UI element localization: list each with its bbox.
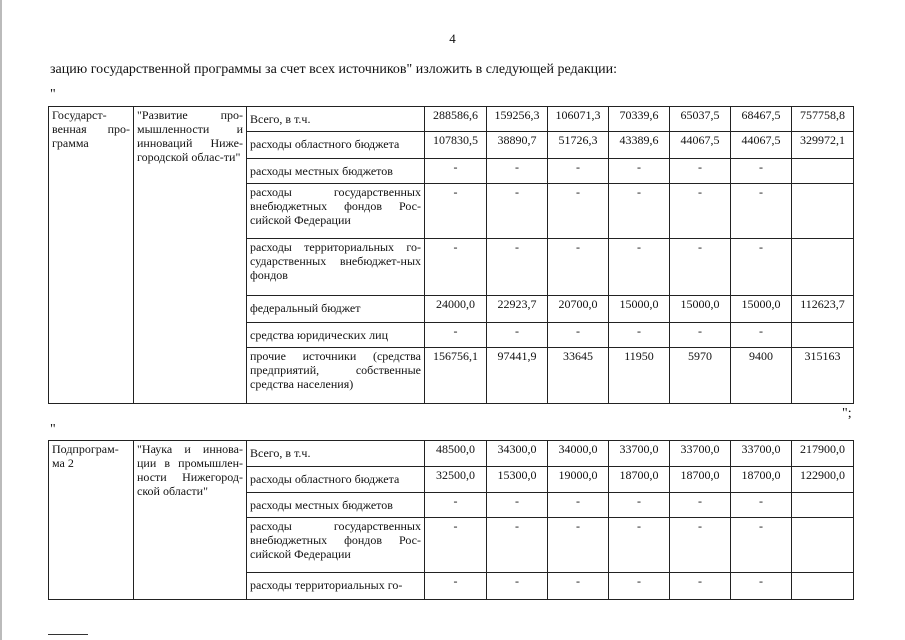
program-type-label: Подпрограм-ма 2 xyxy=(49,441,134,600)
value-year-3: 33645 xyxy=(548,348,609,404)
value-year-4: - xyxy=(609,239,670,296)
value-total xyxy=(792,184,854,239)
value-total: 329972,1 xyxy=(792,132,854,159)
value-year-3: - xyxy=(548,323,609,348)
value-year-5: 44067,5 xyxy=(670,132,731,159)
value-year-4: - xyxy=(609,518,670,573)
table-row xyxy=(49,107,854,132)
value-year-4: - xyxy=(609,159,670,184)
value-year-6: 44067,5 xyxy=(731,132,792,159)
table-row xyxy=(49,441,854,467)
value-year-4: 33700,0 xyxy=(609,441,670,467)
funding-source: расходы государственных внебюджетных фондов Рос-сийской Федерации xyxy=(247,518,425,573)
value-year-3: - xyxy=(548,573,609,600)
value-year-5: 33700,0 xyxy=(670,441,731,467)
value-total xyxy=(792,239,854,296)
value-year-2: 38890,7 xyxy=(487,132,548,159)
value-year-3: 106071,3 xyxy=(548,107,609,132)
value-year-5: - xyxy=(670,159,731,184)
funding-source: расходы областного бюджета xyxy=(247,132,425,159)
value-year-1: 32500,0 xyxy=(425,467,487,493)
value-year-6: - xyxy=(731,159,792,184)
value-year-3: - xyxy=(548,493,609,518)
value-year-5: 18700,0 xyxy=(670,467,731,493)
value-year-2: 22923,7 xyxy=(487,296,548,323)
program-type-label: Государст-венная про-грамма xyxy=(49,107,134,404)
funding-source: расходы территориальных го- xyxy=(247,573,425,600)
value-year-5: 15000,0 xyxy=(670,296,731,323)
subprogram-budget-table xyxy=(48,440,854,600)
value-year-1: - xyxy=(425,184,487,239)
value-year-2: 159256,3 xyxy=(487,107,548,132)
value-year-3: 19000,0 xyxy=(548,467,609,493)
value-year-2: - xyxy=(487,239,548,296)
funding-source: средства юридических лиц xyxy=(247,323,425,348)
value-year-1: 48500,0 xyxy=(425,441,487,467)
value-total: 122900,0 xyxy=(792,467,854,493)
value-year-3: - xyxy=(548,159,609,184)
value-year-6: 15000,0 xyxy=(731,296,792,323)
value-year-4: 18700,0 xyxy=(609,467,670,493)
value-year-6: - xyxy=(731,184,792,239)
value-year-6: - xyxy=(731,323,792,348)
value-year-2: - xyxy=(487,184,548,239)
value-year-1: 107830,5 xyxy=(425,132,487,159)
value-year-2: - xyxy=(487,493,548,518)
value-year-5: - xyxy=(670,573,731,600)
funding-source: Всего, в т.ч. xyxy=(247,107,425,132)
value-year-1: - xyxy=(425,159,487,184)
value-total: 315163 xyxy=(792,348,854,404)
quote-open-2: " xyxy=(50,422,56,437)
value-year-1: - xyxy=(425,323,487,348)
value-total xyxy=(792,323,854,348)
funding-source: федеральный бюджет xyxy=(247,296,425,323)
value-year-1: - xyxy=(425,573,487,600)
value-year-2: 97441,9 xyxy=(487,348,548,404)
funding-source: Всего, в т.ч. xyxy=(247,441,425,467)
value-year-3: 20700,0 xyxy=(548,296,609,323)
value-year-4: 11950 xyxy=(609,348,670,404)
value-year-2: - xyxy=(487,573,548,600)
footnote-divider xyxy=(48,634,88,635)
value-total xyxy=(792,493,854,518)
value-year-6: 18700,0 xyxy=(731,467,792,493)
value-total: 112623,7 xyxy=(792,296,854,323)
funding-source: расходы территориальных го-сударственных внебюджет-ных фондов xyxy=(247,239,425,296)
value-year-6: 68467,5 xyxy=(731,107,792,132)
value-year-6: - xyxy=(731,518,792,573)
funding-source: расходы государственных внебюджетных фондов Рос-сийской Федерации xyxy=(247,184,425,239)
value-year-4: 15000,0 xyxy=(609,296,670,323)
value-year-6: 33700,0 xyxy=(731,441,792,467)
value-year-1: - xyxy=(425,518,487,573)
value-year-3: - xyxy=(548,518,609,573)
program-name: "Наука и иннова-ции в промышлен-ности Нижегород-ской области" xyxy=(134,441,247,600)
page-number: 4 xyxy=(449,31,456,46)
value-year-1: 288586,6 xyxy=(425,107,487,132)
intro-text: зацию государственной программы за счет всех источников" изложить в следующей редакции: xyxy=(50,62,618,77)
program-name: "Развитие про-мышленности и инноваций Ниже-городской облас-ти" xyxy=(134,107,247,404)
funding-source: прочие источники (средства предприятий, собственные средства населения) xyxy=(247,348,425,404)
value-year-1: - xyxy=(425,493,487,518)
value-year-6: - xyxy=(731,493,792,518)
value-year-2: 15300,0 xyxy=(487,467,548,493)
value-year-2: - xyxy=(487,159,548,184)
value-year-4: - xyxy=(609,323,670,348)
value-year-6: - xyxy=(731,573,792,600)
value-year-2: - xyxy=(487,518,548,573)
value-year-5: - xyxy=(670,323,731,348)
value-year-1: 24000,0 xyxy=(425,296,487,323)
program-budget-table xyxy=(48,106,854,404)
value-year-4: 43389,6 xyxy=(609,132,670,159)
value-year-3: 34000,0 xyxy=(548,441,609,467)
value-year-5: - xyxy=(670,518,731,573)
value-year-5: 5970 xyxy=(670,348,731,404)
value-year-2: 34300,0 xyxy=(487,441,548,467)
value-year-5: - xyxy=(670,239,731,296)
value-year-1: 156756,1 xyxy=(425,348,487,404)
value-total xyxy=(792,573,854,600)
funding-source: расходы местных бюджетов xyxy=(247,493,425,518)
value-year-2: - xyxy=(487,323,548,348)
value-year-5: - xyxy=(670,184,731,239)
value-total: 217900,0 xyxy=(792,441,854,467)
quote-close-1: "; xyxy=(842,406,852,421)
value-year-4: 70339,6 xyxy=(609,107,670,132)
value-year-4: - xyxy=(609,184,670,239)
value-year-3: - xyxy=(548,184,609,239)
value-year-3: - xyxy=(548,239,609,296)
value-total xyxy=(792,518,854,573)
quote-open-1: " xyxy=(50,87,56,102)
value-year-4: - xyxy=(609,573,670,600)
value-total xyxy=(792,159,854,184)
scan-edge xyxy=(0,0,2,640)
value-year-4: - xyxy=(609,493,670,518)
value-year-6: - xyxy=(731,239,792,296)
value-year-1: - xyxy=(425,239,487,296)
value-year-3: 51726,3 xyxy=(548,132,609,159)
funding-source: расходы местных бюджетов xyxy=(247,159,425,184)
value-year-5: 65037,5 xyxy=(670,107,731,132)
funding-source: расходы областного бюджета xyxy=(247,467,425,493)
value-year-6: 9400 xyxy=(731,348,792,404)
value-year-5: - xyxy=(670,493,731,518)
value-total: 757758,8 xyxy=(792,107,854,132)
